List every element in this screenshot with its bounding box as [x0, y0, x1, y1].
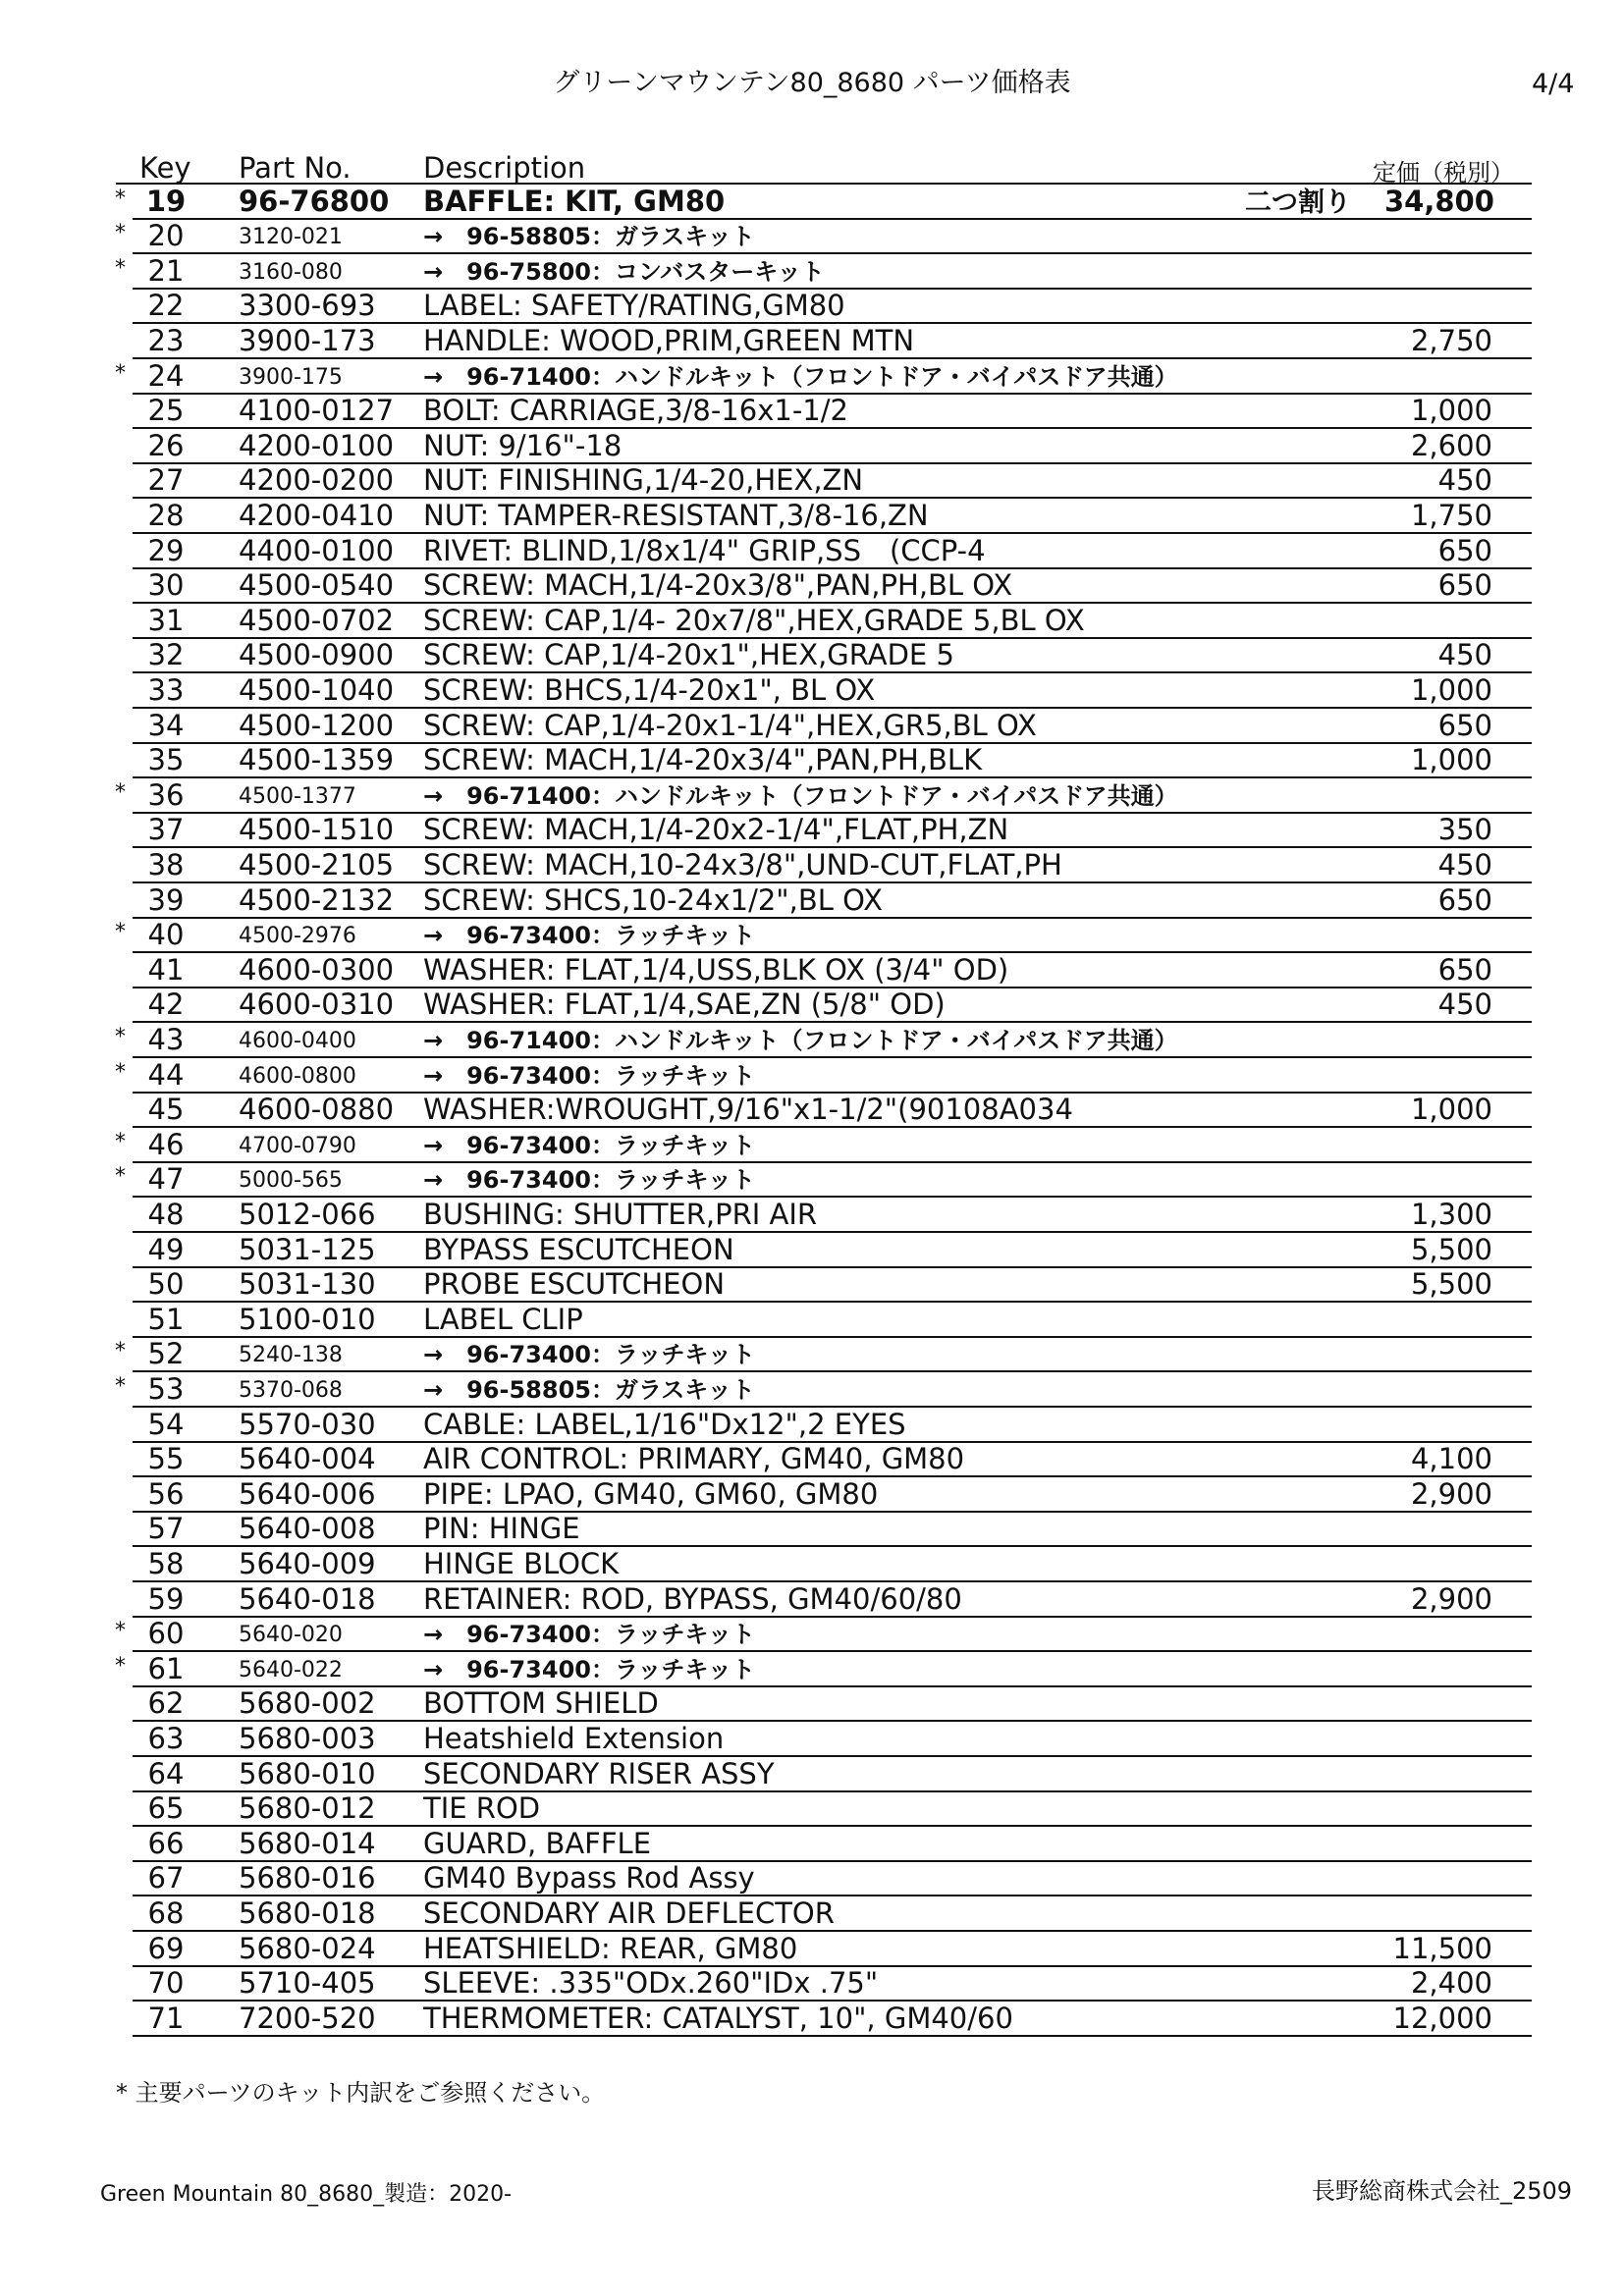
row-key: 67	[147, 1861, 185, 1896]
row-key: 45	[147, 1093, 185, 1127]
row-description: → 96-73400：ラッチキット	[423, 1166, 756, 1195]
row-description: TIE ROD	[423, 1791, 541, 1826]
table-row	[0, 744, 1624, 779]
row-key: 20	[147, 219, 185, 253]
row-part-no: 4500-2976	[239, 924, 356, 949]
table-row	[0, 534, 1624, 569]
row-description: GM40 Bypass Rod Assy	[423, 1861, 755, 1896]
row-description: NUT: FINISHING,1/4-20,HEX,ZN	[423, 463, 864, 498]
row-price: 2,750	[1410, 323, 1492, 357]
row-key: 59	[147, 1581, 185, 1616]
row-price: 650	[1437, 708, 1492, 742]
footer-model: Green Mountain 80_8680_製造：2020-	[100, 2182, 513, 2207]
table-row	[0, 604, 1624, 639]
row-key: 52	[147, 1337, 185, 1371]
row-key: 26	[147, 428, 185, 462]
table-row	[0, 1233, 1624, 1268]
row-description: SCREW: MACH,1/4-20x3/4",PAN,PH,BLK	[423, 743, 983, 777]
row-description: SLEEVE: .335"ODx.260"IDx .75"	[423, 1966, 879, 2001]
table-row	[0, 1372, 1624, 1408]
row-key: 44	[147, 1057, 185, 1092]
row-description: LABEL: SAFETY/RATING,GM80	[423, 289, 845, 323]
row-description: WASHER:WROUGHT,9/16"x1-1/2"(90108A034	[423, 1093, 1073, 1127]
row-price: 4,100	[1410, 1442, 1492, 1476]
table-row	[0, 290, 1624, 325]
row-part-no: 4600-0800	[239, 1063, 356, 1089]
row-part-no: 5640-022	[239, 1657, 343, 1682]
table-row	[0, 2002, 1624, 2037]
footnote: * 主要パーツのキット内訳をご参照ください。	[116, 2079, 606, 2107]
row-description: HINGE BLOCK	[423, 1546, 620, 1580]
row-description: PIPE: LPAO, GM40, GM60, GM80	[423, 1476, 879, 1511]
row-part-no: 5680-016	[239, 1861, 376, 1896]
row-part-no: 7200-520	[239, 2001, 376, 2035]
table-row	[0, 1443, 1624, 1478]
row-part-no: 5640-018	[239, 1581, 376, 1616]
row-part-no: 3160-080	[239, 259, 343, 285]
row-star-marker: *	[115, 1164, 126, 1190]
table-row	[0, 1547, 1624, 1582]
row-price: 2,900	[1410, 1581, 1492, 1616]
column-header-key: Key	[139, 151, 191, 185]
table-row	[0, 1652, 1624, 1687]
page-title: グリーンマウンテン80_8680 パーツ価格表	[553, 68, 1071, 98]
table-row	[0, 883, 1624, 919]
row-key: 64	[147, 1756, 185, 1790]
table-row	[0, 1477, 1624, 1513]
row-key: 57	[147, 1512, 185, 1546]
row-key: 35	[147, 743, 185, 777]
row-description: HANDLE: WOOD,PRIM,GREEN MTN	[423, 323, 915, 357]
row-price: 650	[1437, 952, 1492, 987]
row-description: SCREW: CAP,1/4- 20x7/8",HEX,GRADE 5,BL OX	[423, 603, 1085, 637]
row-part-no: 96-76800	[239, 184, 390, 218]
table-row	[0, 1722, 1624, 1757]
row-key: 23	[147, 323, 185, 357]
table-row	[0, 1687, 1624, 1723]
row-part-no: 3300-693	[239, 289, 376, 323]
row-star-marker: *	[115, 221, 126, 246]
row-description: BOTTOM SHIELD	[423, 1686, 659, 1721]
row-part-no: 5680-003	[239, 1721, 376, 1755]
row-part-no: 4500-1200	[239, 708, 395, 742]
row-part-no: 5680-024	[239, 1931, 376, 1965]
row-description: → 96-75800：コンバスターキット	[423, 257, 825, 286]
row-key: 49	[147, 1232, 185, 1266]
row-part-no: 4600-0310	[239, 988, 395, 1022]
row-price: 450	[1437, 463, 1492, 498]
table-row	[0, 359, 1624, 395]
row-description: PIN: HINGE	[423, 1512, 580, 1546]
row-part-no: 4600-0400	[239, 1028, 356, 1053]
row-price: 5,500	[1410, 1267, 1492, 1302]
row-part-no: 4400-0100	[239, 533, 395, 567]
row-description: SECONDARY AIR DEFLECTOR	[423, 1896, 835, 1930]
row-part-no: 5680-018	[239, 1896, 376, 1930]
row-price: 450	[1437, 847, 1492, 881]
row-key: 30	[147, 568, 185, 603]
row-key: 60	[147, 1617, 185, 1651]
table-row	[0, 324, 1624, 359]
table-row	[0, 988, 1624, 1024]
row-description: → 96-71400：ハンドルキット（フロントドア・バイパスドア共通）	[423, 1026, 1178, 1054]
table-row	[0, 1058, 1624, 1094]
row-part-no: 4500-1377	[239, 783, 356, 809]
row-key: 39	[147, 882, 185, 917]
row-description: SCREW: CAP,1/4-20x1-1/4",HEX,GR5,BL OX	[423, 708, 1037, 742]
row-key: 34	[147, 708, 185, 742]
row-key: 25	[147, 394, 185, 428]
row-description: BOLT: CARRIAGE,3/8-16x1-1/2	[423, 394, 848, 428]
row-part-no: 5680-014	[239, 1826, 376, 1860]
row-part-no: 5000-565	[239, 1168, 343, 1194]
row-key: 22	[147, 289, 185, 323]
row-price: 5,500	[1410, 1232, 1492, 1266]
row-key: 43	[147, 1022, 185, 1056]
row-part-no: 5370-068	[239, 1377, 343, 1403]
table-row	[0, 1128, 1624, 1163]
row-description: → 96-73400：ラッチキット	[423, 1341, 756, 1369]
row-key: 42	[147, 988, 185, 1022]
row-part-no: 4500-0900	[239, 638, 395, 672]
row-description: → 96-58805：ガラスキット	[423, 1375, 755, 1404]
row-description: GUARD, BAFFLE	[423, 1826, 652, 1860]
row-key: 65	[147, 1791, 185, 1826]
table-row	[0, 673, 1624, 709]
row-key: 70	[147, 1966, 185, 2001]
table-row	[0, 1862, 1624, 1897]
table-row	[0, 1582, 1624, 1618]
row-description: SCREW: MACH,10-24x3/8",UND-CUT,FLAT,PH	[423, 847, 1062, 881]
row-star-marker: *	[115, 186, 126, 211]
table-row	[0, 639, 1624, 674]
table-row	[0, 185, 1624, 220]
row-description: → 96-73400：ラッチキット	[423, 1621, 756, 1649]
row-description: BYPASS ESCUTCHEON	[423, 1232, 734, 1266]
row-key: 66	[147, 1826, 185, 1860]
row-price: 34,800	[1384, 184, 1494, 218]
row-part-no: 5640-006	[239, 1476, 376, 1511]
row-part-no: 4600-0880	[239, 1093, 395, 1127]
table-row	[0, 1198, 1624, 1233]
row-description: BUSHING: SHUTTER,PRI AIR	[423, 1197, 818, 1231]
row-key: 63	[147, 1721, 185, 1755]
table-row	[0, 464, 1624, 500]
row-description: NUT: TAMPER-RESISTANT,3/8-16,ZN	[423, 498, 929, 532]
table-row	[0, 1792, 1624, 1828]
row-star-marker: *	[115, 255, 126, 281]
row-part-no: 4200-0410	[239, 498, 395, 532]
row-description: SECONDARY RISER ASSY	[423, 1756, 775, 1790]
row-description: Heatshield Extension	[423, 1721, 725, 1755]
table-row	[0, 919, 1624, 954]
row-key: 40	[147, 918, 185, 952]
row-part-no: 4500-1510	[239, 813, 395, 847]
table-row	[0, 395, 1624, 430]
row-description: RETAINER: ROD, BYPASS, GM40/60/80	[423, 1581, 962, 1616]
page-number: 4/4	[1532, 69, 1575, 99]
row-description: HEATSHIELD: REAR, GM80	[423, 1931, 798, 1965]
row-key: 29	[147, 533, 185, 567]
row-description: PROBE ESCUTCHEON	[423, 1267, 726, 1302]
table-row	[0, 709, 1624, 744]
row-key: 53	[147, 1371, 185, 1406]
row-star-marker: *	[115, 1129, 126, 1154]
row-key: 33	[147, 672, 185, 707]
table-row	[0, 848, 1624, 883]
row-price: 650	[1437, 882, 1492, 917]
row-description: WASHER: FLAT,1/4,USS,BLK OX (3/4" OD)	[423, 952, 1009, 987]
row-star-marker: *	[115, 1059, 126, 1085]
row-price: 12,000	[1392, 2001, 1492, 2035]
row-description: → 96-73400：ラッチキット	[423, 922, 756, 950]
table-row	[0, 1268, 1624, 1304]
row-note: 二つ割り	[1245, 187, 1351, 218]
row-key: 51	[147, 1302, 185, 1336]
row-key: 31	[147, 603, 185, 637]
row-part-no: 5710-405	[239, 1966, 376, 2001]
row-part-no: 4600-0300	[239, 952, 395, 987]
row-description: → 96-73400：ラッチキット	[423, 1131, 756, 1159]
row-part-no: 5640-004	[239, 1442, 376, 1476]
row-description: → 96-73400：ラッチキット	[423, 1655, 756, 1683]
row-part-no: 4100-0127	[239, 394, 395, 428]
column-header-description: Description	[423, 151, 586, 185]
row-key: 27	[147, 463, 185, 498]
row-price: 650	[1437, 533, 1492, 567]
row-star-marker: *	[115, 920, 126, 945]
row-price: 1,300	[1410, 1197, 1492, 1231]
row-description: → 96-73400：ラッチキット	[423, 1061, 756, 1090]
row-key: 46	[147, 1127, 185, 1161]
row-star-marker: *	[115, 360, 126, 386]
table-row	[0, 1163, 1624, 1199]
row-part-no: 5031-130	[239, 1267, 376, 1302]
row-price: 450	[1437, 988, 1492, 1022]
row-key: 61	[147, 1651, 185, 1685]
row-key: 69	[147, 1931, 185, 1965]
table-row	[0, 254, 1624, 290]
row-price: 1,000	[1410, 672, 1492, 707]
row-part-no: 4500-2132	[239, 882, 395, 917]
table-row	[0, 1303, 1624, 1338]
row-description: LABEL CLIP	[423, 1302, 583, 1336]
row-price: 2,600	[1410, 428, 1492, 462]
row-description: NUT: 9/16"-18	[423, 428, 623, 462]
row-description: BAFFLE: KIT, GM80	[423, 184, 726, 218]
row-price: 2,400	[1410, 1966, 1492, 2001]
table-row	[0, 1338, 1624, 1373]
row-key: 68	[147, 1896, 185, 1930]
row-description: SCREW: BHCS,1/4-20x1", BL OX	[423, 672, 876, 707]
row-price: 1,000	[1410, 743, 1492, 777]
table-header	[116, 149, 1532, 185]
table-row	[0, 953, 1624, 988]
row-price: 650	[1437, 568, 1492, 603]
row-part-no: 5012-066	[239, 1197, 376, 1231]
row-key: 54	[147, 1407, 185, 1441]
column-header-price: 定価（税別）	[1373, 159, 1514, 187]
table-row	[0, 1618, 1624, 1653]
table-row	[0, 778, 1624, 814]
table-row	[0, 1757, 1624, 1792]
row-key: 38	[147, 847, 185, 881]
row-part-no: 5680-012	[239, 1791, 376, 1826]
row-key: 37	[147, 813, 185, 847]
footer-company: 長野総商株式会社_2509	[1312, 2177, 1573, 2205]
row-description: THERMOMETER: CATALYST, 10", GM40/60	[423, 2001, 1013, 2035]
row-star-marker: *	[115, 1619, 126, 1644]
row-key: 32	[147, 638, 185, 672]
row-star-marker: *	[115, 1024, 126, 1049]
row-key: 71	[147, 2001, 185, 2035]
table-row	[0, 1023, 1624, 1058]
row-key: 19	[145, 184, 187, 218]
row-key: 28	[147, 498, 185, 532]
row-part-no: 4500-1359	[239, 743, 395, 777]
row-part-no: 4700-0790	[239, 1133, 356, 1158]
row-divider	[133, 2035, 1532, 2037]
table-row	[0, 1967, 1624, 2002]
row-key: 58	[147, 1546, 185, 1580]
row-description: → 96-58805：ガラスキット	[423, 223, 755, 251]
row-description: → 96-71400：ハンドルキット（フロントドア・バイパスドア共通）	[423, 362, 1178, 391]
row-key: 36	[147, 777, 185, 812]
row-part-no: 3120-021	[239, 225, 343, 250]
row-price: 350	[1437, 813, 1492, 847]
row-price: 450	[1437, 638, 1492, 672]
table-row	[0, 220, 1624, 255]
table-row	[0, 429, 1624, 464]
column-header-part-no: Part No.	[239, 151, 352, 185]
row-description: CABLE: LABEL,1/16"Dx12",2 EYES	[423, 1407, 906, 1441]
row-key: 24	[147, 358, 185, 393]
row-part-no: 5100-010	[239, 1302, 376, 1336]
row-part-no: 4500-2105	[239, 847, 395, 881]
row-key: 56	[147, 1476, 185, 1511]
row-description: AIR CONTROL: PRIMARY, GM40, GM80	[423, 1442, 965, 1476]
row-price: 11,500	[1392, 1931, 1492, 1965]
row-description: RIVET: BLIND,1/8x1/4" GRIP,SS (CCP-4	[423, 533, 986, 567]
table-row	[0, 1932, 1624, 1967]
row-price: 2,900	[1410, 1476, 1492, 1511]
table-row	[0, 1094, 1624, 1129]
table-row	[0, 1513, 1624, 1548]
row-part-no: 5640-020	[239, 1623, 343, 1648]
row-key: 50	[147, 1267, 185, 1302]
row-price: 1,000	[1410, 1093, 1492, 1127]
row-key: 41	[147, 952, 185, 987]
row-part-no: 5640-009	[239, 1546, 376, 1580]
row-description: SCREW: MACH,1/4-20x3/8",PAN,PH,BL OX	[423, 568, 1013, 603]
row-description: WASHER: FLAT,1/4,SAE,ZN (5/8" OD)	[423, 988, 946, 1022]
row-part-no: 4200-0100	[239, 428, 395, 462]
table-row	[0, 814, 1624, 849]
row-key: 55	[147, 1442, 185, 1476]
row-part-no: 5680-010	[239, 1756, 376, 1790]
table-row	[0, 499, 1624, 534]
row-key: 48	[147, 1197, 185, 1231]
row-star-marker: *	[115, 1339, 126, 1364]
row-key: 21	[147, 253, 185, 288]
row-part-no: 4500-0540	[239, 568, 395, 603]
row-description: → 96-71400：ハンドルキット（フロントドア・バイパスドア共通）	[423, 781, 1178, 810]
row-price: 1,000	[1410, 394, 1492, 428]
row-part-no: 4200-0200	[239, 463, 395, 498]
row-part-no: 5240-138	[239, 1343, 343, 1368]
table-row	[0, 1896, 1624, 1932]
table-row	[0, 569, 1624, 605]
row-key: 62	[147, 1686, 185, 1721]
row-star-marker: *	[115, 779, 126, 805]
row-part-no: 3900-173	[239, 323, 376, 357]
row-part-no: 5680-002	[239, 1686, 376, 1721]
row-description: SCREW: SHCS,10-24x1/2",BL OX	[423, 882, 883, 917]
row-key: 47	[147, 1162, 185, 1197]
table-row	[0, 1408, 1624, 1443]
row-part-no: 4500-1040	[239, 672, 395, 707]
row-part-no: 5570-030	[239, 1407, 376, 1441]
row-part-no: 3900-175	[239, 364, 343, 390]
row-star-marker: *	[115, 1373, 126, 1399]
row-description: SCREW: MACH,1/4-20x2-1/4",FLAT,PH,ZN	[423, 813, 1009, 847]
row-description: SCREW: CAP,1/4-20x1",HEX,GRADE 5	[423, 638, 954, 672]
row-part-no: 5640-008	[239, 1512, 376, 1546]
row-part-no: 4500-0702	[239, 603, 395, 637]
row-star-marker: *	[115, 1653, 126, 1679]
table-row	[0, 1827, 1624, 1862]
row-price: 1,750	[1410, 498, 1492, 532]
row-part-no: 5031-125	[239, 1232, 376, 1266]
